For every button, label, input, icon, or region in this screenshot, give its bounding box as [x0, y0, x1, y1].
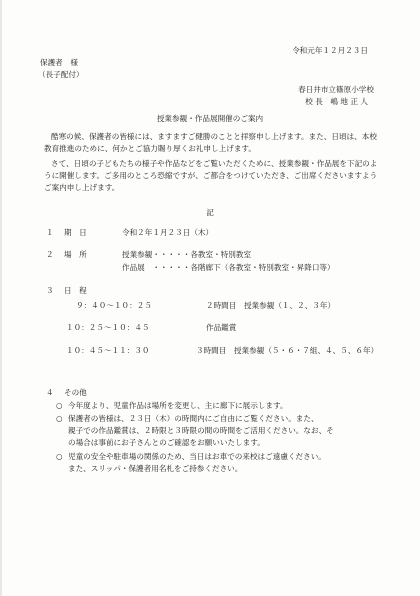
document-title: 授業参観・作品展開催のご案内 — [156, 114, 264, 123]
item-4-number: ４ — [46, 388, 54, 397]
bullet-3-line-2: また、スリッパ・保護者用名札をご持参ください。 — [68, 464, 243, 473]
recipient-note: （長子配付） — [38, 70, 84, 79]
intro-paragraph-1: 酷寒の候、保護者の皆様には、ますますご健勝のことと拝察申し上げます。また、日頃は、本校教育推進のために、何かとご協力賜り厚くお礼申し上げます。 — [44, 132, 377, 153]
item-3-label: 日 程 — [64, 286, 87, 295]
item-3-number: ３ — [46, 286, 54, 295]
item-2-label: 場 所 — [64, 250, 87, 259]
other-bullet-3 — [56, 451, 326, 463]
other-bullet-2 — [56, 413, 319, 425]
circle-bullet-icon: ○ — [56, 452, 63, 461]
school-name: 春日井市立篠原小学校 — [298, 85, 374, 94]
principal-name: 校 長 嶋 地 正 人 — [305, 97, 368, 106]
schedule-activity-2: 作品鑑賞 — [206, 323, 237, 332]
ki-heading: 記 — [206, 208, 214, 217]
schedule-time-3: １０：４５～１１：３０ — [66, 346, 150, 355]
recipient: 保護者 様 — [40, 58, 78, 67]
schedule-time-1: ９：４０～１０：２５ — [76, 301, 152, 310]
item-1-label: 期 日 — [64, 228, 87, 237]
issue-date: 令和元年１２月２３日 — [292, 46, 368, 55]
bullet-2-line-3: の場合は事前にお子さんとのご確認をお願いいたします。 — [68, 438, 265, 447]
item-4-label: その他 — [64, 388, 87, 397]
scan-edge — [0, 0, 2, 596]
schedule-activity-1: ２時間目 授業参観（１、２、３年） — [206, 301, 336, 310]
schedule-activity-3: ３時間目 授業参観（５・６・７組、４、５、６年） — [196, 346, 379, 355]
bullet-1-line-1: 今年度より、児童作品は場所を変更し、主に廊下に展示します。 — [68, 401, 288, 410]
bullet-2-line-1: 保護者の皆様は、２３日（木）の時間内にご自由にご覧ください。また、 — [68, 414, 319, 423]
place-exhibition: 作品展 ・・・・・各階廊下（各教室・特別教室・昇降口等） — [122, 263, 335, 272]
place-class-observation: 授業参観・・・・・各教室・特別教室 — [122, 250, 252, 259]
intro-paragraph-2: さて、日頃の子どもたちの様子や作品などをご覧いただくために、授業参観・作品展を下記のように開催します。ご多用のところ恐縮ですが、ご都合をつけていただき、ご出席くださいますようご案内申し上げます。 — [44, 159, 378, 192]
bullet-3-line-1: 児童の安全や駐車場の関係のため、当日はお車での来校はご遠慮ください。 — [68, 452, 326, 461]
other-bullet-1 — [56, 400, 288, 412]
item-1-number: １ — [46, 228, 54, 237]
item-2-number: ２ — [46, 250, 54, 259]
circle-bullet-icon: ○ — [56, 414, 63, 423]
event-date: 令和２年１月２３日（木） — [122, 228, 214, 237]
bullet-2-line-2: 親子での作品鑑賞は、２時限と３時限の間の時間をご活用ください。なお、そ — [68, 426, 334, 435]
circle-bullet-icon: ○ — [56, 401, 63, 410]
schedule-time-2: １０：２５～１０：４５ — [66, 323, 150, 332]
